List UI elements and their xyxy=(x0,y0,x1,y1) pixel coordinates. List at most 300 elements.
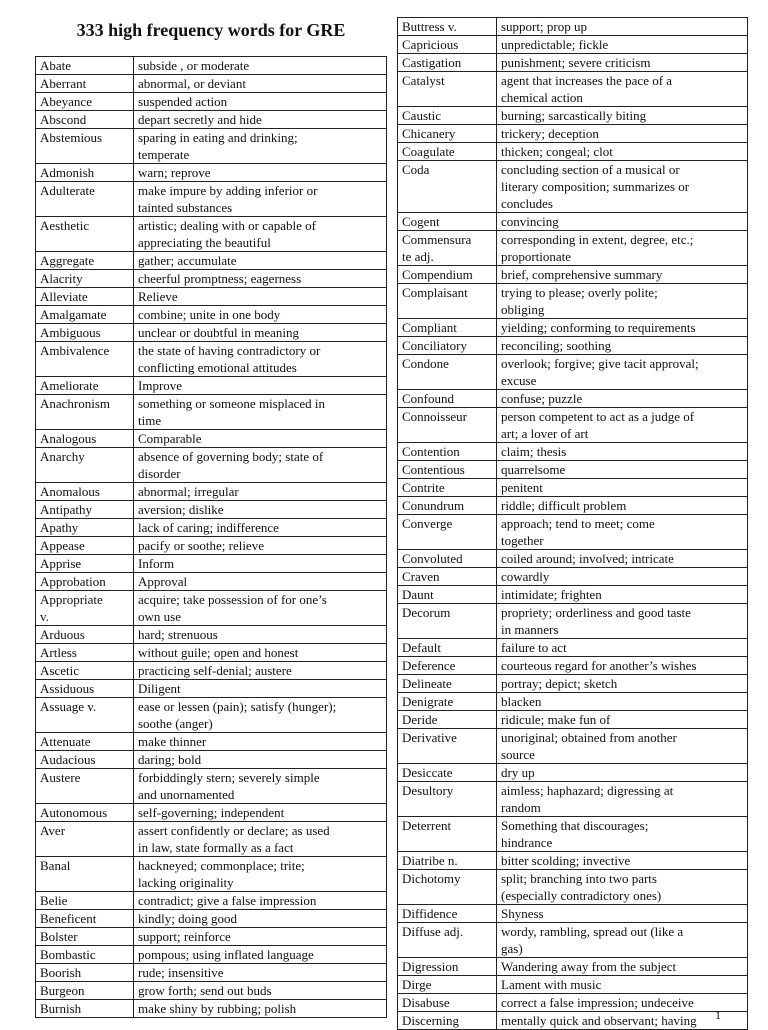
term-text: Dichotomy xyxy=(402,871,461,886)
term-text: Caustic xyxy=(402,108,441,123)
glossary-row xyxy=(398,905,748,923)
glossary-row xyxy=(398,443,748,461)
definition-text: portray; depict; sketch xyxy=(501,676,618,691)
term-cell xyxy=(36,910,134,928)
term-text: Desiccate xyxy=(402,765,453,780)
term-text: Burgeon xyxy=(40,983,85,998)
term-text: Ambiguous xyxy=(40,325,101,340)
definition-cell xyxy=(497,390,748,408)
definition-cell xyxy=(497,125,748,143)
term-cell xyxy=(398,782,497,817)
term-cell xyxy=(36,751,134,769)
definition-text: cowardly xyxy=(501,569,550,584)
term-cell xyxy=(398,817,497,852)
definition-text: punishment; severe criticism xyxy=(501,55,651,70)
definition-cell xyxy=(134,644,387,662)
definition-cell xyxy=(134,217,387,252)
definition-text: soothe (anger) xyxy=(138,716,213,731)
term-text: Diatribe n. xyxy=(402,853,458,868)
glossary-row xyxy=(36,910,387,928)
term-cell xyxy=(36,483,134,501)
term-text: Deride xyxy=(402,712,438,727)
term-text: Assuage v. xyxy=(40,699,97,714)
definition-text: pacify or soothe; relieve xyxy=(138,538,264,553)
term-cell xyxy=(398,568,497,586)
term-cell xyxy=(36,501,134,519)
definition-text: yielding; conforming to requirements xyxy=(501,320,696,335)
definition-text: source xyxy=(501,747,535,762)
definition-text: overlook; forgive; give tacit approval; xyxy=(501,356,699,371)
glossary-row xyxy=(398,958,748,976)
glossary-row xyxy=(36,306,387,324)
definition-text: without guile; open and honest xyxy=(138,645,299,660)
term-text: Catalyst xyxy=(402,73,445,88)
definition-cell xyxy=(134,270,387,288)
glossary-row xyxy=(36,555,387,573)
definition-text: time xyxy=(138,413,162,428)
term-cell xyxy=(36,573,134,591)
glossary-row xyxy=(36,928,387,946)
definition-cell xyxy=(497,231,748,266)
term-text: Adulterate xyxy=(40,183,95,198)
term-cell xyxy=(398,586,497,604)
definition-cell xyxy=(497,657,748,675)
glossary-row xyxy=(36,982,387,1000)
definition-cell xyxy=(497,72,748,107)
term-text: Austere xyxy=(40,770,81,785)
glossary-row xyxy=(398,408,748,443)
glossary-row xyxy=(398,125,748,143)
definition-cell xyxy=(497,729,748,764)
term-text: Admonish xyxy=(40,165,95,180)
term-text: Approbation xyxy=(40,574,106,589)
term-text: Castigation xyxy=(402,55,462,70)
glossary-row xyxy=(398,390,748,408)
term-text: Anarchy xyxy=(40,449,85,464)
glossary-row xyxy=(36,733,387,751)
definition-text: in law, state formally as a fact xyxy=(138,840,294,855)
term-text: Compliant xyxy=(402,320,457,335)
definition-cell xyxy=(497,639,748,657)
definition-cell xyxy=(134,555,387,573)
definition-text: Inform xyxy=(138,556,175,571)
page-number: 1 xyxy=(715,1008,721,1022)
glossary-row xyxy=(36,129,387,164)
definition-text: tainted substances xyxy=(138,200,233,215)
definition-text: confuse; puzzle xyxy=(501,391,583,406)
definition-text: hindrance xyxy=(501,835,553,850)
term-text: v. xyxy=(40,609,49,624)
term-cell xyxy=(398,675,497,693)
glossary-row xyxy=(398,976,748,994)
glossary-row xyxy=(36,377,387,395)
definition-cell xyxy=(134,857,387,892)
glossary-row xyxy=(36,698,387,733)
definition-cell xyxy=(497,161,748,213)
definition-text: propriety; orderliness and good taste xyxy=(501,605,691,620)
definition-text: own use xyxy=(138,609,181,624)
term-cell xyxy=(36,644,134,662)
term-text: Denigrate xyxy=(402,694,454,709)
term-text: Alleviate xyxy=(40,289,88,304)
term-text: Anachronism xyxy=(40,396,111,411)
definition-text: courteous regard for another’s wishes xyxy=(501,658,697,673)
term-text: Diffuse adj. xyxy=(402,924,464,939)
glossary-row xyxy=(36,892,387,910)
definition-text: dry up xyxy=(501,765,535,780)
term-cell xyxy=(36,395,134,430)
glossary-row xyxy=(36,324,387,342)
definition-cell xyxy=(497,1012,748,1030)
definition-text: and unornamented xyxy=(138,787,235,802)
definition-text: support; prop up xyxy=(501,19,587,34)
definition-cell xyxy=(497,870,748,905)
definition-text: appreciating the beautiful xyxy=(138,235,271,250)
term-cell xyxy=(398,161,497,213)
term-text: Ascetic xyxy=(40,663,79,678)
definition-cell xyxy=(134,483,387,501)
definition-cell xyxy=(497,355,748,390)
term-text: Connoisseur xyxy=(402,409,467,424)
term-cell xyxy=(36,537,134,555)
definition-text: burning; sarcastically biting xyxy=(501,108,647,123)
definition-text: aversion; dislike xyxy=(138,502,224,517)
glossary-row xyxy=(36,182,387,217)
term-cell xyxy=(398,18,497,36)
term-text: Chicanery xyxy=(402,126,456,141)
definition-text: concludes xyxy=(501,196,553,211)
term-cell xyxy=(398,764,497,782)
definition-cell xyxy=(134,733,387,751)
definition-text: artistic; dealing with or capable of xyxy=(138,218,316,233)
definition-text: suspended action xyxy=(138,94,228,109)
definition-cell xyxy=(497,711,748,729)
definition-cell xyxy=(134,769,387,804)
term-cell xyxy=(398,958,497,976)
term-cell xyxy=(36,698,134,733)
glossary-row xyxy=(398,1012,748,1030)
definition-text: aimless; haphazard; digressing at xyxy=(501,783,674,798)
definition-text: concluding section of a musical or xyxy=(501,162,680,177)
definition-text: penitent xyxy=(501,480,543,495)
definition-text: corresponding in extent, degree, etc.; xyxy=(501,232,694,247)
definition-text: ease or lessen (pain); satisfy (hunger); xyxy=(138,699,337,714)
glossary-row xyxy=(398,54,748,72)
term-cell xyxy=(36,57,134,75)
definition-text: disorder xyxy=(138,466,181,481)
term-cell xyxy=(398,107,497,125)
term-text: Converge xyxy=(402,516,453,531)
term-cell xyxy=(398,284,497,319)
definition-cell xyxy=(134,324,387,342)
definition-text: excuse xyxy=(501,373,537,388)
term-cell xyxy=(36,448,134,483)
term-cell xyxy=(398,976,497,994)
definition-text: person competent to act as a judge of xyxy=(501,409,695,424)
term-cell xyxy=(36,252,134,270)
definition-cell xyxy=(134,892,387,910)
glossary-row xyxy=(398,675,748,693)
definition-cell xyxy=(497,107,748,125)
term-cell xyxy=(36,288,134,306)
glossary-table-right xyxy=(397,17,748,1030)
glossary-row xyxy=(36,270,387,288)
term-text: Conundrum xyxy=(402,498,465,513)
glossary-row xyxy=(36,93,387,111)
definition-cell xyxy=(497,54,748,72)
definition-text: make thinner xyxy=(138,734,207,749)
glossary-row xyxy=(398,319,748,337)
term-text: Aggregate xyxy=(40,253,95,268)
definition-cell xyxy=(497,266,748,284)
definition-text: coiled around; involved; intricate xyxy=(501,551,674,566)
term-cell xyxy=(36,946,134,964)
term-text: Complaisant xyxy=(402,285,468,300)
definition-text: unoriginal; obtained from another xyxy=(501,730,677,745)
definition-cell xyxy=(134,1000,387,1018)
term-cell xyxy=(36,892,134,910)
definition-cell xyxy=(134,946,387,964)
definition-text: proportionate xyxy=(501,249,572,264)
term-text: Appease xyxy=(40,538,85,553)
definition-text: gather; accumulate xyxy=(138,253,237,268)
term-cell xyxy=(398,355,497,390)
definition-text: riddle; difficult problem xyxy=(501,498,627,513)
definition-text: support; reinforce xyxy=(138,929,231,944)
term-text: Alacrity xyxy=(40,271,83,286)
term-text: Compendium xyxy=(402,267,473,282)
definition-cell xyxy=(134,537,387,555)
term-text: Abscond xyxy=(40,112,87,127)
term-cell xyxy=(398,319,497,337)
term-cell xyxy=(398,443,497,461)
term-cell xyxy=(36,164,134,182)
glossary-row xyxy=(398,479,748,497)
definition-cell xyxy=(134,680,387,698)
term-text: Boorish xyxy=(40,965,82,980)
definition-cell xyxy=(134,982,387,1000)
definition-cell xyxy=(497,994,748,1012)
term-cell xyxy=(36,555,134,573)
definition-text: claim; thesis xyxy=(501,444,567,459)
definition-cell xyxy=(134,252,387,270)
term-cell xyxy=(36,377,134,395)
term-text: Coagulate xyxy=(402,144,455,159)
definition-text: wordy, rambling, spread out (like a xyxy=(501,924,684,939)
definition-text: combine; unite in one body xyxy=(138,307,281,322)
definition-cell xyxy=(497,693,748,711)
glossary-row xyxy=(398,461,748,479)
definition-cell xyxy=(134,129,387,164)
glossary-row xyxy=(36,342,387,377)
term-cell xyxy=(36,822,134,857)
definition-text: (especially contradictory ones) xyxy=(501,888,662,903)
definition-text: sparing in eating and drinking; xyxy=(138,130,298,145)
glossary-row xyxy=(398,355,748,390)
definition-cell xyxy=(134,822,387,857)
definition-cell xyxy=(134,377,387,395)
glossary-row xyxy=(36,111,387,129)
definition-text: hard; strenuous xyxy=(138,627,218,642)
term-text: Discerning xyxy=(402,1013,460,1028)
definition-cell xyxy=(497,213,748,231)
definition-text: subside , or moderate xyxy=(138,58,250,73)
term-text: Arduous xyxy=(40,627,85,642)
term-text: Burnish xyxy=(40,1001,82,1016)
term-cell xyxy=(398,72,497,107)
definition-cell xyxy=(134,626,387,644)
definition-text: abnormal, or deviant xyxy=(138,76,246,91)
definition-text: Relieve xyxy=(138,289,178,304)
definition-cell xyxy=(134,306,387,324)
definition-text: blacken xyxy=(501,694,542,709)
term-text: Audacious xyxy=(40,752,96,767)
definition-cell xyxy=(134,804,387,822)
definition-cell xyxy=(497,36,748,54)
term-text: Amalgamate xyxy=(40,307,107,322)
term-cell xyxy=(36,769,134,804)
definition-cell xyxy=(134,501,387,519)
glossary-row xyxy=(36,822,387,857)
definition-cell xyxy=(497,782,748,817)
definition-text: Something that discourages; xyxy=(501,818,649,833)
term-cell xyxy=(36,804,134,822)
term-text: Diffidence xyxy=(402,906,458,921)
glossary-row xyxy=(36,252,387,270)
definition-text: quarrelsome xyxy=(501,462,566,477)
definition-cell xyxy=(497,515,748,550)
glossary-row xyxy=(398,337,748,355)
term-cell xyxy=(398,515,497,550)
glossary-row xyxy=(398,852,748,870)
definition-text: hackneyed; commonplace; trite; xyxy=(138,858,305,873)
term-cell xyxy=(36,662,134,680)
definition-cell xyxy=(497,550,748,568)
glossary-row xyxy=(36,662,387,680)
definition-text: unclear or doubtful in meaning xyxy=(138,325,300,340)
glossary-row xyxy=(36,537,387,555)
term-cell xyxy=(36,75,134,93)
term-text: Contentious xyxy=(402,462,465,477)
definition-text: temperate xyxy=(138,147,190,162)
definition-cell xyxy=(497,976,748,994)
definition-cell xyxy=(497,905,748,923)
term-text: Abstemious xyxy=(40,130,103,145)
definition-cell xyxy=(134,288,387,306)
term-cell xyxy=(398,36,497,54)
glossary-row xyxy=(36,395,387,430)
definition-text: Shyness xyxy=(501,906,544,921)
definition-cell xyxy=(134,342,387,377)
glossary-row xyxy=(398,870,748,905)
definition-cell xyxy=(134,910,387,928)
definition-cell xyxy=(134,698,387,733)
glossary-table-left xyxy=(35,56,387,1018)
term-cell xyxy=(398,852,497,870)
term-text: Condone xyxy=(402,356,449,371)
definition-cell xyxy=(497,337,748,355)
definition-text: the state of having contradictory or xyxy=(138,343,321,358)
definition-text: bitter scolding; invective xyxy=(501,853,631,868)
term-text: Bolster xyxy=(40,929,78,944)
definition-cell xyxy=(134,93,387,111)
glossary-row xyxy=(36,751,387,769)
definition-text: random xyxy=(501,800,541,815)
glossary-row xyxy=(398,711,748,729)
definition-text: pompous; using inflated language xyxy=(138,947,314,962)
term-cell xyxy=(36,182,134,217)
definition-cell xyxy=(497,408,748,443)
term-text: Aesthetic xyxy=(40,218,90,233)
term-cell xyxy=(36,324,134,342)
term-cell xyxy=(398,905,497,923)
definition-cell xyxy=(134,964,387,982)
glossary-row xyxy=(398,497,748,515)
definition-text: unpredictable; fickle xyxy=(501,37,609,52)
definition-cell xyxy=(134,573,387,591)
definition-cell xyxy=(134,111,387,129)
term-cell xyxy=(398,870,497,905)
term-cell xyxy=(398,550,497,568)
term-text: te adj. xyxy=(402,249,434,264)
definition-cell xyxy=(497,479,748,497)
term-text: Deference xyxy=(402,658,456,673)
definition-text: trickery; deception xyxy=(501,126,599,141)
term-text: Aver xyxy=(40,823,66,838)
glossary-row xyxy=(398,693,748,711)
term-cell xyxy=(398,143,497,161)
term-cell xyxy=(36,306,134,324)
definition-text: forbiddingly stern; severely simple xyxy=(138,770,320,785)
term-text: Analogous xyxy=(40,431,97,446)
definition-cell xyxy=(497,143,748,161)
definition-text: conflicting emotional attitudes xyxy=(138,360,297,375)
term-text: Attenuate xyxy=(40,734,91,749)
definition-text: self-governing; independent xyxy=(138,805,285,820)
glossary-row xyxy=(36,75,387,93)
glossary-row xyxy=(398,639,748,657)
term-text: Desultory xyxy=(402,783,454,798)
term-cell xyxy=(398,54,497,72)
term-cell xyxy=(36,129,134,164)
term-cell xyxy=(36,591,134,626)
definition-cell xyxy=(134,75,387,93)
definition-cell xyxy=(134,662,387,680)
definition-cell xyxy=(497,764,748,782)
definition-text: correct a false impression; undeceive xyxy=(501,995,694,1010)
definition-cell xyxy=(497,817,748,852)
definition-cell xyxy=(134,430,387,448)
glossary-row xyxy=(398,143,748,161)
term-text: Anomalous xyxy=(40,484,100,499)
definition-text: Improve xyxy=(138,378,183,393)
definition-text: thicken; congeal; clot xyxy=(501,144,613,159)
term-text: Ameliorate xyxy=(40,378,99,393)
term-text: Cogent xyxy=(402,214,440,229)
definition-text: abnormal; irregular xyxy=(138,484,239,499)
glossary-row xyxy=(36,626,387,644)
term-cell xyxy=(36,342,134,377)
definition-text: Wandering away from the subject xyxy=(501,959,677,974)
glossary-row xyxy=(36,430,387,448)
term-text: Craven xyxy=(402,569,440,584)
term-text: Confound xyxy=(402,391,454,406)
term-cell xyxy=(398,639,497,657)
glossary-row xyxy=(36,591,387,626)
term-text: Beneficent xyxy=(40,911,97,926)
term-text: Convoluted xyxy=(402,551,463,566)
definition-text: grow forth; send out buds xyxy=(138,983,272,998)
